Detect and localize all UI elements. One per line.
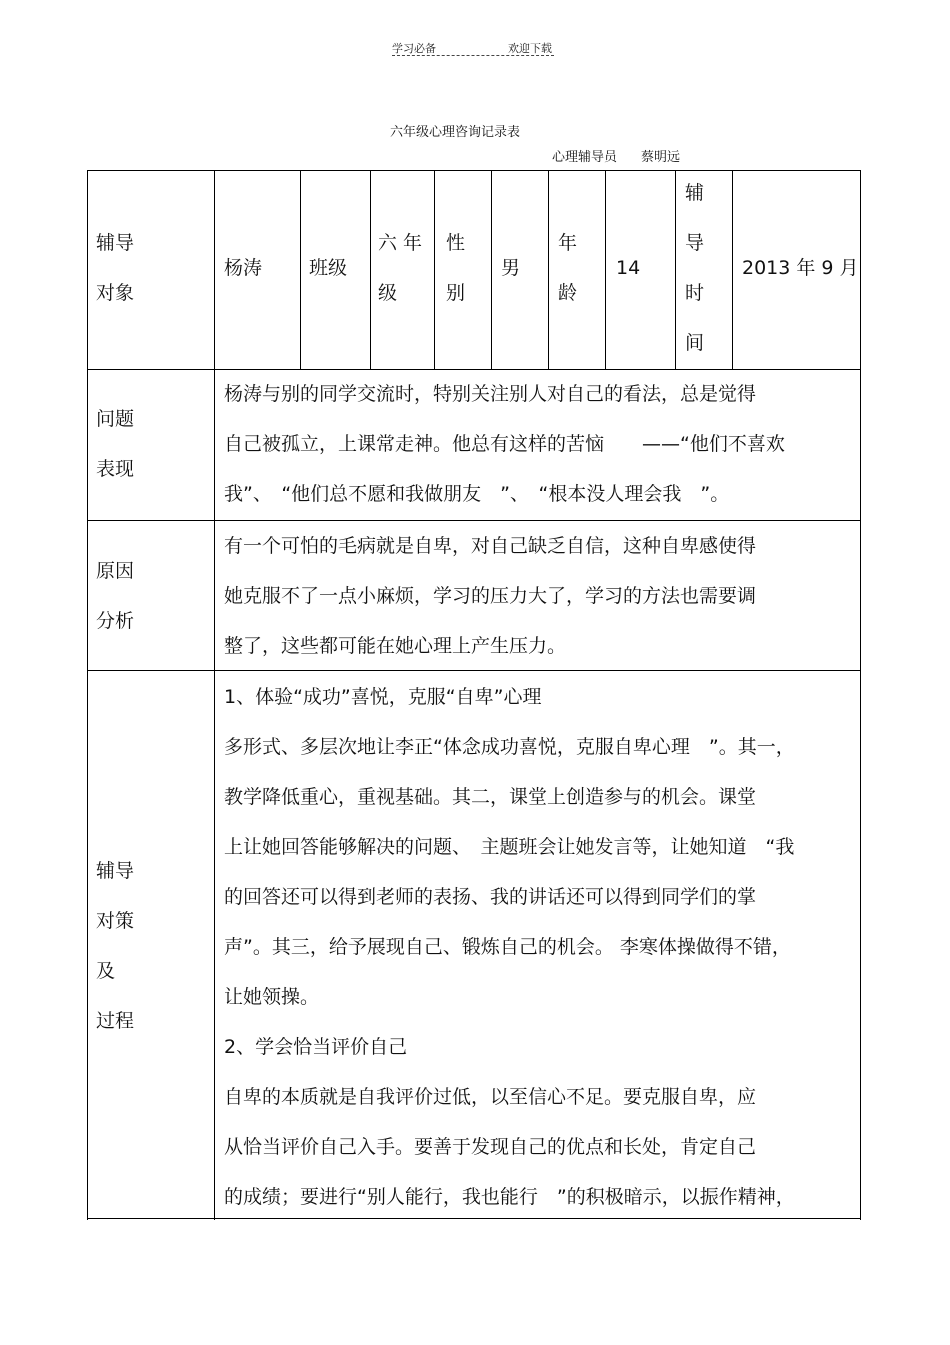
table-border-left (87, 170, 88, 1220)
text-line: 的回答还可以得到老师的表扬、我的讲话还可以得到同学们的掌 (224, 886, 757, 908)
text-line: 从恰当评价自己入手。要善于发现自己的优点和长处，肯定自己 (224, 1136, 757, 1158)
problem-row-label: 问题 表现 (96, 408, 135, 480)
text-line: 教学降低重心，重视基础。其二，课堂上创造参与的机会。课堂 (224, 786, 757, 808)
counselor-name: 蔡明远 (641, 150, 681, 165)
form-title: 六年级心理咨询记录表 (390, 125, 521, 140)
text-line: 上让她回答能够解决的问题、 主题班会让她发言等，让她知道 “我 (224, 836, 795, 858)
counselor-line (552, 146, 680, 165)
text-line: 我”、 “他们总不愿和我做朋友 ”、 “根本没人理会我 ”。 (224, 483, 730, 505)
text-line: 声”。其三，给予展现自己、锻炼自己的机会。 李寒体操做得不错， (224, 936, 791, 958)
table-divider (605, 170, 606, 370)
problem-description (224, 369, 785, 519)
text-line: 整了，这些都可能在她心理上产生压力。 (224, 635, 567, 657)
counselor-label: 心理辅导员 (552, 150, 618, 165)
time-label-char: 辅 (685, 182, 705, 204)
text-line: 让她领操。 (224, 986, 320, 1008)
cause-analysis (224, 521, 756, 671)
table-divider (300, 170, 301, 370)
time-label-char: 时 (685, 282, 705, 304)
time-value: 2013 年 9 月 (742, 257, 859, 279)
text-line: 自己被孤立，上课常走神。他总有这样的苦恼 ——“他们不喜欢 (224, 433, 785, 455)
strategy-process (224, 672, 795, 1222)
time-label-char: 导 (685, 232, 705, 254)
text-line: 杨涛与别的同学交流时，特别关注别人对自己的看法，总是觉得 (224, 383, 757, 405)
time-label-char: 间 (685, 332, 705, 354)
table-divider (370, 170, 371, 370)
student-name: 杨涛 (224, 257, 263, 279)
table-divider (675, 170, 676, 370)
table-divider (434, 170, 435, 370)
info-row-label: 辅导 对象 (96, 232, 135, 304)
strategy-row-label: 辅导 对策 及 过程 (96, 860, 135, 1032)
text-line: 多形式、多层次地让李正“体念成功喜悦，克服自卑心理 ”。其一， (224, 736, 795, 758)
table-border-top (87, 170, 861, 171)
class-value-line-1: 六 年 (378, 232, 423, 254)
age-value: 14 (616, 257, 641, 279)
class-value-line-2: 级 (378, 282, 398, 304)
gender-label-line-1: 性 (446, 232, 466, 254)
table-border-right (860, 170, 861, 1220)
gender-value: 男 (501, 257, 521, 279)
table-divider-label (214, 170, 215, 1220)
text-line: 有一个可怕的毛病就是自卑，对自己缺乏自信，这种自卑感使得 (224, 535, 757, 557)
text-line: 自卑的本质就是自我评价过低，以至信心不足。要克服自卑，应 (224, 1086, 757, 1108)
gender-label-line-2: 别 (446, 282, 466, 304)
age-label-line-2: 龄 (558, 282, 578, 304)
page-header-right: 欢迎下载 (508, 42, 552, 55)
page-header-left: 学习必备 (392, 42, 436, 55)
text-line: 的成绩；要进行“别人能行，我也能行 ”的积极暗示，以振作精神， (224, 1186, 795, 1208)
cause-row-label: 原因 分析 (96, 560, 135, 632)
class-label: 班级 (309, 257, 348, 279)
table-divider (732, 170, 733, 370)
text-line: 她克服不了一点小麻烦，学习的压力大了，学习的方法也需要调 (224, 585, 757, 607)
table-divider (548, 170, 549, 370)
header-divider (392, 55, 554, 56)
text-line: 1、体验“成功”喜悦，克服“自卑”心理 (224, 686, 542, 708)
table-divider (491, 170, 492, 370)
age-label-line-1: 年 (558, 232, 578, 254)
text-line: 2、学会恰当评价自己 (224, 1036, 408, 1058)
